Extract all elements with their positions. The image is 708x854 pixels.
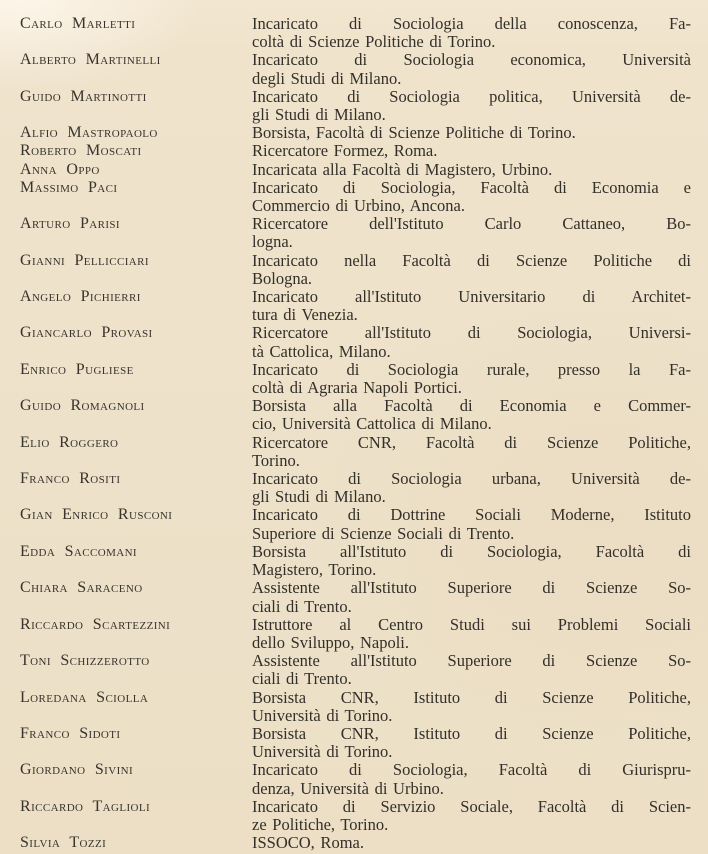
- person-description: [252, 434, 691, 470]
- description-line: Incaricato di Servizio Sociale, Facoltà di Scien-: [252, 796, 691, 816]
- person-description: [252, 543, 691, 579]
- description-line: Magistero, Torino.: [252, 560, 377, 580]
- person-name: Toni Schizzerotto: [20, 652, 150, 670]
- person-name: Elio Roggero: [20, 433, 119, 451]
- person-description: [252, 579, 691, 615]
- directory-entry: [20, 288, 691, 324]
- person-description: [252, 88, 691, 124]
- description-line: Superiore di Scienze Sociali di Trento.: [252, 523, 515, 543]
- directory-entry: [20, 124, 691, 142]
- person-description: [252, 288, 691, 324]
- person-description: [252, 124, 691, 142]
- description-line: Incaricato di Sociologia politica, Università de-: [252, 86, 691, 106]
- directory-entry: [20, 142, 691, 160]
- description-line: logna.: [252, 232, 293, 252]
- description-line: Incaricato di Dottrine Sociali Moderne, Istituto: [252, 505, 691, 525]
- directory-entry: [20, 506, 691, 542]
- person-description: [252, 834, 691, 852]
- directory-entry: [20, 652, 691, 688]
- person-name: Alberto Martinelli: [20, 51, 161, 69]
- directory-entry: [20, 470, 691, 506]
- person-name: Loredana Sciolla: [20, 688, 149, 706]
- person-name: Angelo Pichierri: [20, 288, 141, 306]
- description-line: Ricercatore CNR, Facoltà di Scienze Politiche,: [252, 432, 691, 452]
- directory-list: [20, 15, 691, 852]
- description-line: Incaricato di Sociologia, Facoltà di Giurispru-: [252, 760, 691, 780]
- person-name: Franco Sidoti: [20, 724, 121, 742]
- description-line: tà Cattolica, Milano.: [252, 341, 391, 361]
- description-line: Borsista CNR, Istituto di Scienze Politiche,: [252, 723, 691, 743]
- directory-entry: [20, 397, 691, 433]
- person-description: [252, 179, 691, 215]
- person-name: Gian Enrico Rusconi: [20, 506, 173, 524]
- person-description: [252, 470, 691, 506]
- description-line: Incaricato di Sociologia, Facoltà di Economia e: [252, 177, 691, 197]
- description-line: Incaricato di Sociologia economica, Università: [252, 50, 691, 70]
- person-description: [252, 215, 691, 251]
- description-line: cio, Università Cattolica di Milano.: [252, 414, 492, 434]
- person-name: Giancarlo Provasi: [20, 324, 153, 342]
- person-name: Roberto Moscati: [20, 142, 142, 160]
- description-line: Incaricato nella Facoltà di Scienze Politiche di: [252, 250, 691, 270]
- description-line: Torino.: [252, 450, 300, 470]
- description-line: Incaricato di Sociologia della conoscenza, Fa-: [252, 14, 691, 33]
- description-line: Borsista all'Istituto di Sociologia, Facoltà di: [252, 541, 691, 561]
- description-line: ISSOCO, Roma.: [252, 833, 364, 853]
- directory-entry: [20, 15, 691, 51]
- directory-entry: [20, 161, 691, 179]
- description-line: Assistente all'Istituto Superiore di Scienze So-: [252, 578, 691, 598]
- description-line: Istruttore al Centro Studi sui Problemi Sociali: [252, 614, 691, 634]
- person-description: [252, 51, 691, 87]
- person-name: Guido Romagnoli: [20, 397, 145, 415]
- person-description: [252, 361, 691, 397]
- person-name: Carlo Marletti: [20, 15, 136, 32]
- description-line: Ricercatore Formez, Roma.: [252, 141, 438, 161]
- description-line: Borsista alla Facoltà di Economia e Commer-: [252, 396, 691, 416]
- person-name: Riccardo Taglioli: [20, 797, 151, 815]
- description-line: Incaricato di Sociologia urbana, Università de-: [252, 469, 691, 489]
- person-description: [252, 252, 691, 288]
- directory-entry: [20, 88, 691, 124]
- person-name: Massimo Paci: [20, 178, 118, 196]
- description-line: ciali di Trento.: [252, 669, 352, 689]
- person-name: Arturo Parisi: [20, 215, 120, 233]
- person-description: [252, 652, 691, 688]
- description-line: Incaricato all'Istituto Universitario di Architet-: [252, 287, 691, 307]
- description-line: ze Politiche, Torino.: [252, 814, 389, 834]
- person-description: [252, 689, 691, 725]
- directory-entry: [20, 543, 691, 579]
- directory-entry: [20, 761, 691, 797]
- person-description: [252, 725, 691, 761]
- description-line: Borsista, Facoltà di Scienze Politiche di Torino.: [252, 123, 576, 143]
- person-name: Silvia Tozzi: [20, 834, 107, 852]
- person-description: [252, 616, 691, 652]
- directory-entry: [20, 361, 691, 397]
- description-line: Borsista CNR, Istituto di Scienze Politiche,: [252, 687, 691, 707]
- description-line: Incaricato di Sociologia rurale, presso la Fa-: [252, 359, 691, 379]
- description-line: Università di Torino.: [252, 742, 393, 762]
- person-name: Riccardo Scartezzini: [20, 615, 171, 633]
- directory-entry: [20, 579, 691, 615]
- directory-entry: [20, 689, 691, 725]
- person-description: [252, 15, 691, 51]
- person-description: [252, 397, 691, 433]
- person-description: [252, 324, 691, 360]
- person-name: Gianni Pellicciari: [20, 251, 149, 269]
- description-line: Bologna.: [252, 268, 313, 288]
- description-line: Università di Torino.: [252, 705, 393, 725]
- description-line: dello Sviluppo, Napoli.: [252, 632, 409, 652]
- directory-entry: [20, 798, 691, 834]
- directory-entry: [20, 179, 691, 215]
- person-name: Anna Oppo: [20, 160, 100, 178]
- person-name: Alfio Mastropaolo: [20, 124, 158, 142]
- person-description: [252, 142, 691, 160]
- person-name: Franco Rositi: [20, 470, 121, 488]
- person-name: Edda Saccomani: [20, 542, 137, 560]
- person-name: Chiara Saraceno: [20, 579, 143, 597]
- description-line: gli Studi di Milano.: [252, 105, 386, 125]
- description-line: denza, Università di Urbino.: [252, 778, 444, 798]
- directory-entry: [20, 51, 691, 87]
- person-name: Enrico Pugliese: [20, 360, 134, 378]
- directory-entry: [20, 324, 691, 360]
- description-line: coltà di Scienze Politiche di Torino.: [252, 32, 496, 52]
- directory-entry: [20, 434, 691, 470]
- directory-entry: [20, 725, 691, 761]
- description-line: Ricercatore all'Istituto di Sociologia, Universi-: [252, 323, 691, 343]
- person-name: Giordano Sivini: [20, 761, 134, 779]
- description-line: tura di Venezia.: [252, 305, 358, 325]
- description-line: coltà di Agraria Napoli Portici.: [252, 378, 462, 398]
- person-description: [252, 761, 691, 797]
- person-description: [252, 506, 691, 542]
- description-line: ciali di Trento.: [252, 596, 352, 616]
- description-line: Ricercatore dell'Istituto Carlo Cattaneo, Bo-: [252, 214, 691, 234]
- description-line: degli Studi di Milano.: [252, 68, 402, 88]
- description-line: Assistente all'Istituto Superiore di Scienze So-: [252, 651, 691, 671]
- description-line: Incaricata alla Facoltà di Magistero, Urbino.: [252, 159, 553, 179]
- person-name: Guido Martinotti: [20, 87, 147, 105]
- directory-entry: [20, 252, 691, 288]
- person-description: [252, 161, 691, 179]
- description-line: Commercio di Urbino, Ancona.: [252, 196, 466, 216]
- description-line: gli Studi di Milano.: [252, 487, 386, 507]
- person-description: [252, 798, 691, 834]
- directory-entry: [20, 834, 691, 852]
- directory-entry: [20, 215, 691, 251]
- directory-entry: [20, 616, 691, 652]
